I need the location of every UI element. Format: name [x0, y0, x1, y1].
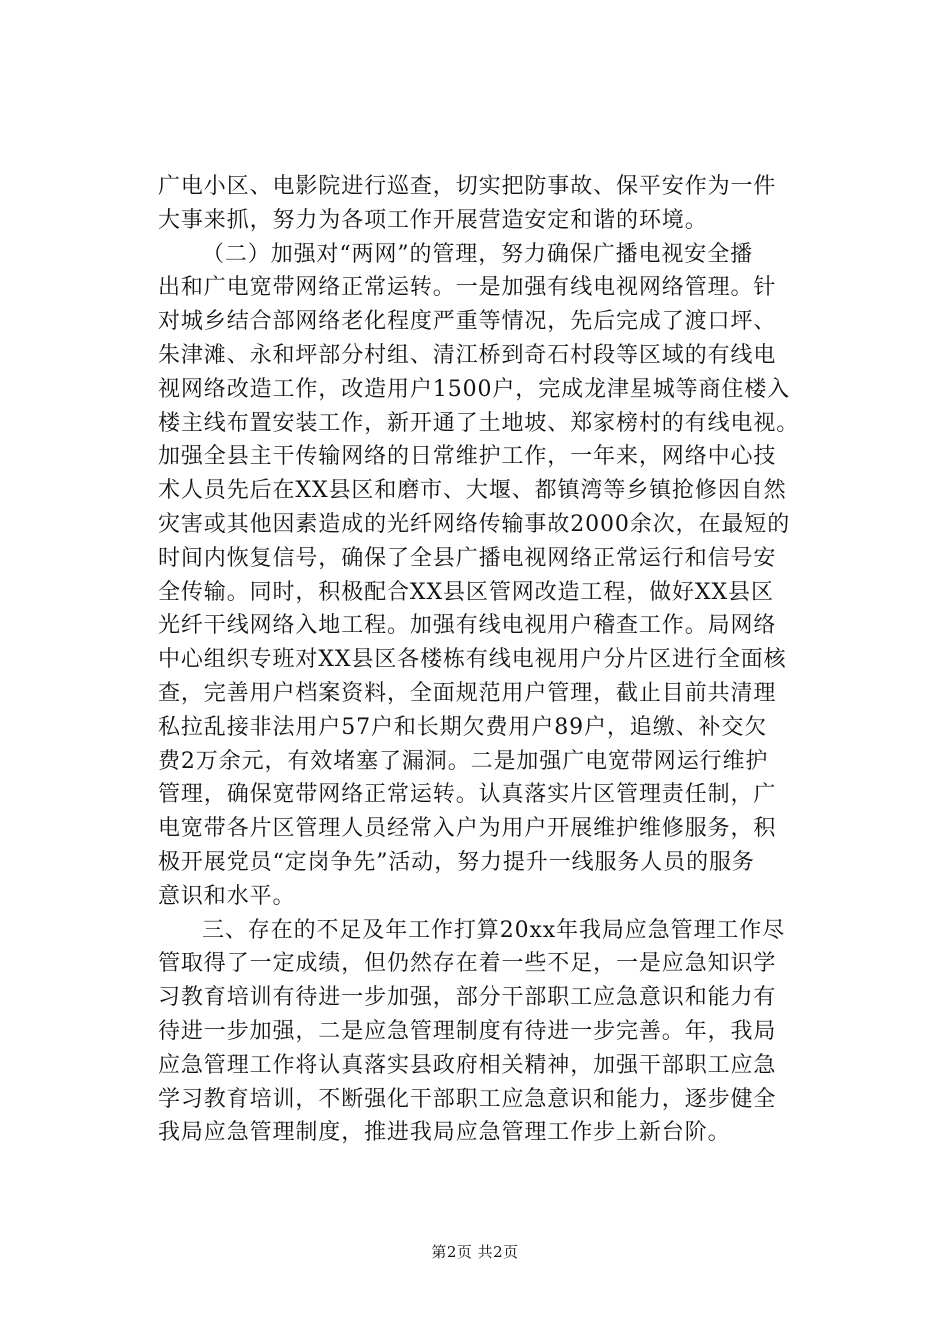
text-line: 私拉乱接非法用户57户和长期欠费用户89户，追缴、补交欠 — [158, 714, 768, 740]
text-line: 查，完善用户档案资料，全面规范用户管理，截止目前共清理 — [158, 680, 777, 706]
text-line: 视网络改造工作，改造用户1500户，完成龙津星城等商住楼入 — [158, 376, 791, 402]
text-line: 中心组织专班对XX县区各楼栋有线电视用户分片区进行全面核 — [158, 647, 787, 673]
text-line: 光纤干线网络入地工程。加强有线电视用户稽查工作。局网络 — [158, 613, 777, 639]
text-line: 加强全县主干传输网络的日常维护工作，一年来，网络中心技 — [158, 444, 777, 470]
text-line: 电宽带各片区管理人员经常入户为用户开展维护维修服务，积 — [158, 816, 777, 842]
text-line: 习教育培训有待进一步加强，部分干部职工应急意识和能力有 — [158, 985, 777, 1011]
text-line: 管取得了一定成绩，但仍然存在着一些不足，一是应急知识学 — [158, 951, 777, 977]
section-three-heading-line: 三、存在的不足及年工作打算20xx年我局应急管理工作尽 — [202, 917, 786, 943]
text-line: 应急管理工作将认真落实县政府相关精神，加强干部职工应急 — [158, 1052, 777, 1078]
text-line: 意识和水平。 — [158, 883, 296, 909]
text-line: 楼主线布置安装工作，新开通了土地坡、郑家榜村的有线电视。 — [158, 410, 800, 436]
text-line: 全传输。同时，积极配合XX县区管网改造工程，做好XX县区 — [158, 579, 774, 605]
text-line: 时间内恢复信号，确保了全县广播电视网络正常运行和信号安 — [158, 545, 777, 571]
text-line: 朱津滩、永和坪部分村组、清江桥到奇石村段等区域的有线电 — [158, 342, 777, 368]
text-line: 对城乡结合部网络老化程度严重等情况，先后完成了渡口坪、 — [158, 309, 777, 335]
page-number-label: 第2页 共2页 — [431, 1243, 519, 1261]
section-two-heading-line: （二）加强对“两网”的管理，努力确保广播电视安全播 — [202, 241, 753, 267]
text-line: 待进一步加强，二是应急管理制度有待进一步完善。年，我局 — [158, 1018, 777, 1044]
text-line: 学习教育培训，不断强化干部职工应急意识和能力，逐步健全 — [158, 1086, 777, 1112]
body-text — [158, 170, 832, 1150]
text-line: 出和广电宽带网络正常运转。一是加强有线电视网络管理。针 — [158, 275, 777, 301]
text-line: 灾害或其他因素造成的光纤网络传输事故2000余次，在最短的 — [158, 511, 791, 537]
text-line: 术人员先后在XX县区和磨市、大堰、都镇湾等乡镇抢修因自然 — [158, 478, 787, 504]
page-footer — [0, 1241, 950, 1262]
text-line: 管理，确保宽带网络正常运转。认真落实片区管理责任制，广 — [158, 782, 777, 808]
text-line: 极开展党员“定岗争先”活动，努力提升一线服务人员的服务 — [158, 849, 755, 875]
text-line: 大事来抓，努力为各项工作开展营造安定和谐的环境。 — [158, 207, 708, 233]
text-line: 广电小区、电影院进行巡查，切实把防事故、保平安作为一件 — [158, 174, 777, 199]
text-line: 我局应急管理制度，推进我局应急管理工作步上新台阶。 — [158, 1120, 731, 1146]
text-line: 费2万余元，有效堵塞了漏洞。二是加强广电宽带网运行维护 — [158, 748, 769, 774]
